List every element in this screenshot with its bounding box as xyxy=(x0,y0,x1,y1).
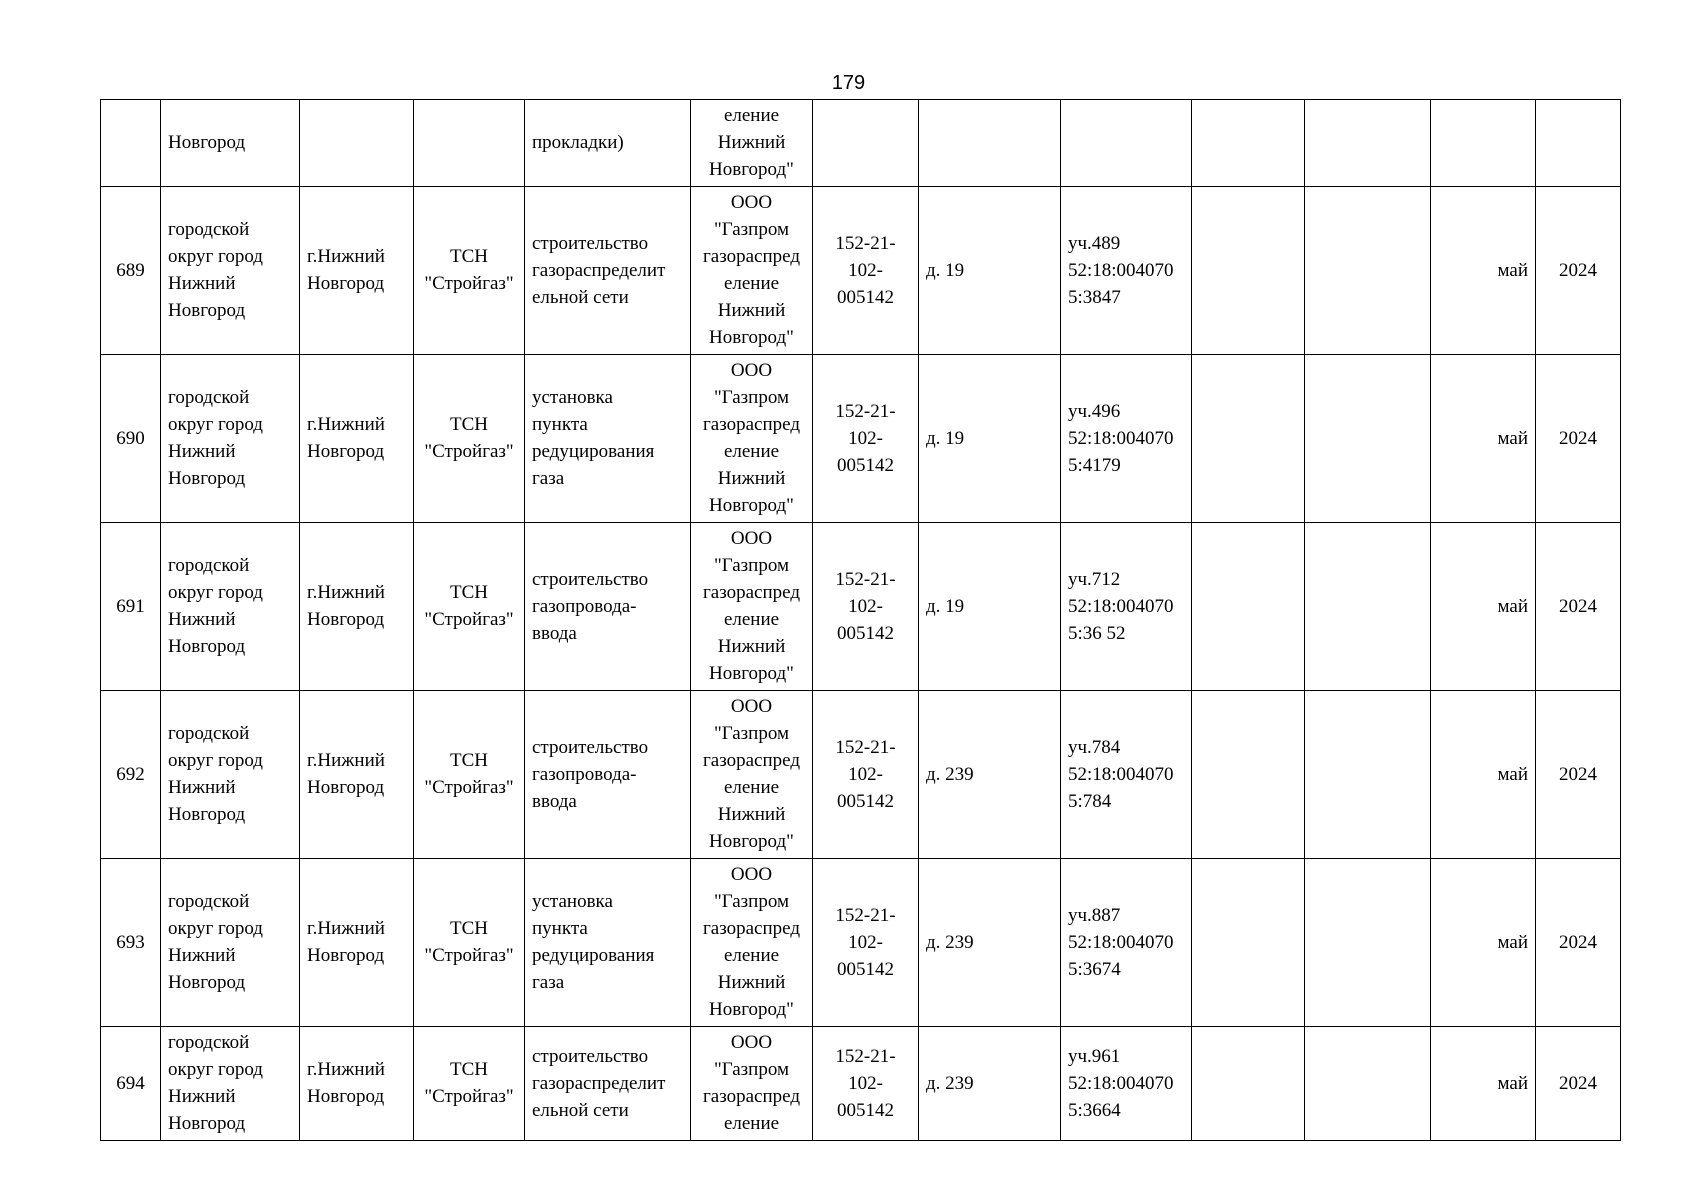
cell-city: г.Нижний Новгород xyxy=(300,187,414,355)
cell-parcel: уч.887 52:18:004070 5:3674 xyxy=(1061,859,1192,1027)
cell-year: 2024 xyxy=(1536,187,1621,355)
cell-empty-1 xyxy=(1192,100,1305,187)
cell-operator: ООО "Газпром газораспред еление Нижний Новгород" xyxy=(691,691,813,859)
cell-municipality: Новгород xyxy=(161,100,300,187)
cell-contract xyxy=(813,100,919,187)
cell-no: 692 xyxy=(101,691,161,859)
cell-parcel: уч.961 52:18:004070 5:3664 xyxy=(1061,1027,1192,1141)
cell-municipality: городской округ город Нижний Новгород xyxy=(161,1027,300,1141)
cell-work: строительство газопровода- ввода xyxy=(525,691,691,859)
cell-year: 2024 xyxy=(1536,1027,1621,1141)
cell-empty-2 xyxy=(1305,187,1431,355)
cell-empty-2 xyxy=(1305,523,1431,691)
cell-work: строительство газораспределит ельной сети xyxy=(525,1027,691,1141)
cell-month: май xyxy=(1431,355,1536,523)
register-table xyxy=(100,99,1621,1141)
table-row xyxy=(101,859,1621,1027)
cell-house: д. 239 xyxy=(919,859,1061,1027)
cell-municipality: городской округ город Нижний Новгород xyxy=(161,523,300,691)
cell-applicant: ТСН "Стройгаз" xyxy=(414,691,525,859)
cell-work: установка пункта редуцирования газа xyxy=(525,859,691,1027)
cell-month: май xyxy=(1431,523,1536,691)
cell-year: 2024 xyxy=(1536,859,1621,1027)
cell-empty-1 xyxy=(1192,355,1305,523)
table-row xyxy=(101,691,1621,859)
cell-city: г.Нижний Новгород xyxy=(300,1027,414,1141)
cell-parcel: уч.496 52:18:004070 5:4179 xyxy=(1061,355,1192,523)
cell-operator: ООО "Газпром газораспред еление Нижний Новгород" xyxy=(691,859,813,1027)
cell-city: г.Нижний Новгород xyxy=(300,859,414,1027)
cell-city: г.Нижний Новгород xyxy=(300,691,414,859)
cell-city: г.Нижний Новгород xyxy=(300,355,414,523)
cell-empty-1 xyxy=(1192,187,1305,355)
cell-parcel: уч.712 52:18:004070 5:36 52 xyxy=(1061,523,1192,691)
cell-month: май xyxy=(1431,859,1536,1027)
cell-no: 693 xyxy=(101,859,161,1027)
cell-applicant: ТСН "Стройгаз" xyxy=(414,1027,525,1141)
cell-contract: 152-21- 102- 005142 xyxy=(813,1027,919,1141)
table-body xyxy=(101,100,1621,1141)
cell-work: строительство газораспределит ельной сети xyxy=(525,187,691,355)
cell-applicant: ТСН "Стройгаз" xyxy=(414,859,525,1027)
cell-municipality: городской округ город Нижний Новгород xyxy=(161,859,300,1027)
table-row xyxy=(101,1027,1621,1141)
cell-operator: ООО "Газпром газораспред еление Нижний Новгород" xyxy=(691,523,813,691)
cell-house: д. 19 xyxy=(919,523,1061,691)
table-row xyxy=(101,523,1621,691)
cell-year: 2024 xyxy=(1536,355,1621,523)
page-number: 179 xyxy=(831,72,866,94)
cell-empty-2 xyxy=(1305,859,1431,1027)
cell-operator: ООО "Газпром газораспред еление Нижний Новгород" xyxy=(691,355,813,523)
cell-empty-2 xyxy=(1305,100,1431,187)
cell-month: май xyxy=(1431,691,1536,859)
cell-contract: 152-21- 102- 005142 xyxy=(813,523,919,691)
cell-municipality: городской округ город Нижний Новгород xyxy=(161,355,300,523)
table-row xyxy=(101,355,1621,523)
cell-contract: 152-21- 102- 005142 xyxy=(813,187,919,355)
cell-house: д. 239 xyxy=(919,1027,1061,1141)
cell-empty-2 xyxy=(1305,1027,1431,1141)
cell-work: прокладки) xyxy=(525,100,691,187)
cell-operator: ООО "Газпром газораспред еление Нижний Новгород" xyxy=(691,187,813,355)
cell-operator: еление Нижний Новгород" xyxy=(691,100,813,187)
cell-applicant xyxy=(414,100,525,187)
cell-year: 2024 xyxy=(1536,691,1621,859)
cell-municipality: городской округ город Нижний Новгород xyxy=(161,187,300,355)
cell-month xyxy=(1431,100,1536,187)
cell-parcel xyxy=(1061,100,1192,187)
cell-no: 690 xyxy=(101,355,161,523)
cell-parcel: уч.489 52:18:004070 5:3847 xyxy=(1061,187,1192,355)
table-row-continuation xyxy=(101,100,1621,187)
cell-empty-2 xyxy=(1305,355,1431,523)
cell-applicant: ТСН "Стройгаз" xyxy=(414,355,525,523)
cell-month: май xyxy=(1431,187,1536,355)
cell-year: 2024 xyxy=(1536,523,1621,691)
cell-no: 694 xyxy=(101,1027,161,1141)
cell-work: строительство газопровода- ввода xyxy=(525,523,691,691)
cell-applicant: ТСН "Стройгаз" xyxy=(414,523,525,691)
cell-empty-1 xyxy=(1192,859,1305,1027)
cell-operator: ООО "Газпром газораспред еление xyxy=(691,1027,813,1141)
cell-empty-1 xyxy=(1192,523,1305,691)
cell-empty-2 xyxy=(1305,691,1431,859)
cell-house xyxy=(919,100,1061,187)
cell-city xyxy=(300,100,414,187)
cell-applicant: ТСН "Стройгаз" xyxy=(414,187,525,355)
cell-year xyxy=(1536,100,1621,187)
cell-house: д. 19 xyxy=(919,187,1061,355)
cell-house: д. 19 xyxy=(919,355,1061,523)
cell-month: май xyxy=(1431,1027,1536,1141)
cell-work: установка пункта редуцирования газа xyxy=(525,355,691,523)
cell-contract: 152-21- 102- 005142 xyxy=(813,691,919,859)
cell-city: г.Нижний Новгород xyxy=(300,523,414,691)
cell-parcel: уч.784 52:18:004070 5:784 xyxy=(1061,691,1192,859)
cell-contract: 152-21- 102- 005142 xyxy=(813,355,919,523)
cell-no: 689 xyxy=(101,187,161,355)
cell-house: д. 239 xyxy=(919,691,1061,859)
cell-no: 691 xyxy=(101,523,161,691)
cell-empty-1 xyxy=(1192,1027,1305,1141)
table-row xyxy=(101,187,1621,355)
cell-contract: 152-21- 102- 005142 xyxy=(813,859,919,1027)
cell-empty-1 xyxy=(1192,691,1305,859)
cell-municipality: городской округ город Нижний Новгород xyxy=(161,691,300,859)
cell-no xyxy=(101,100,161,187)
